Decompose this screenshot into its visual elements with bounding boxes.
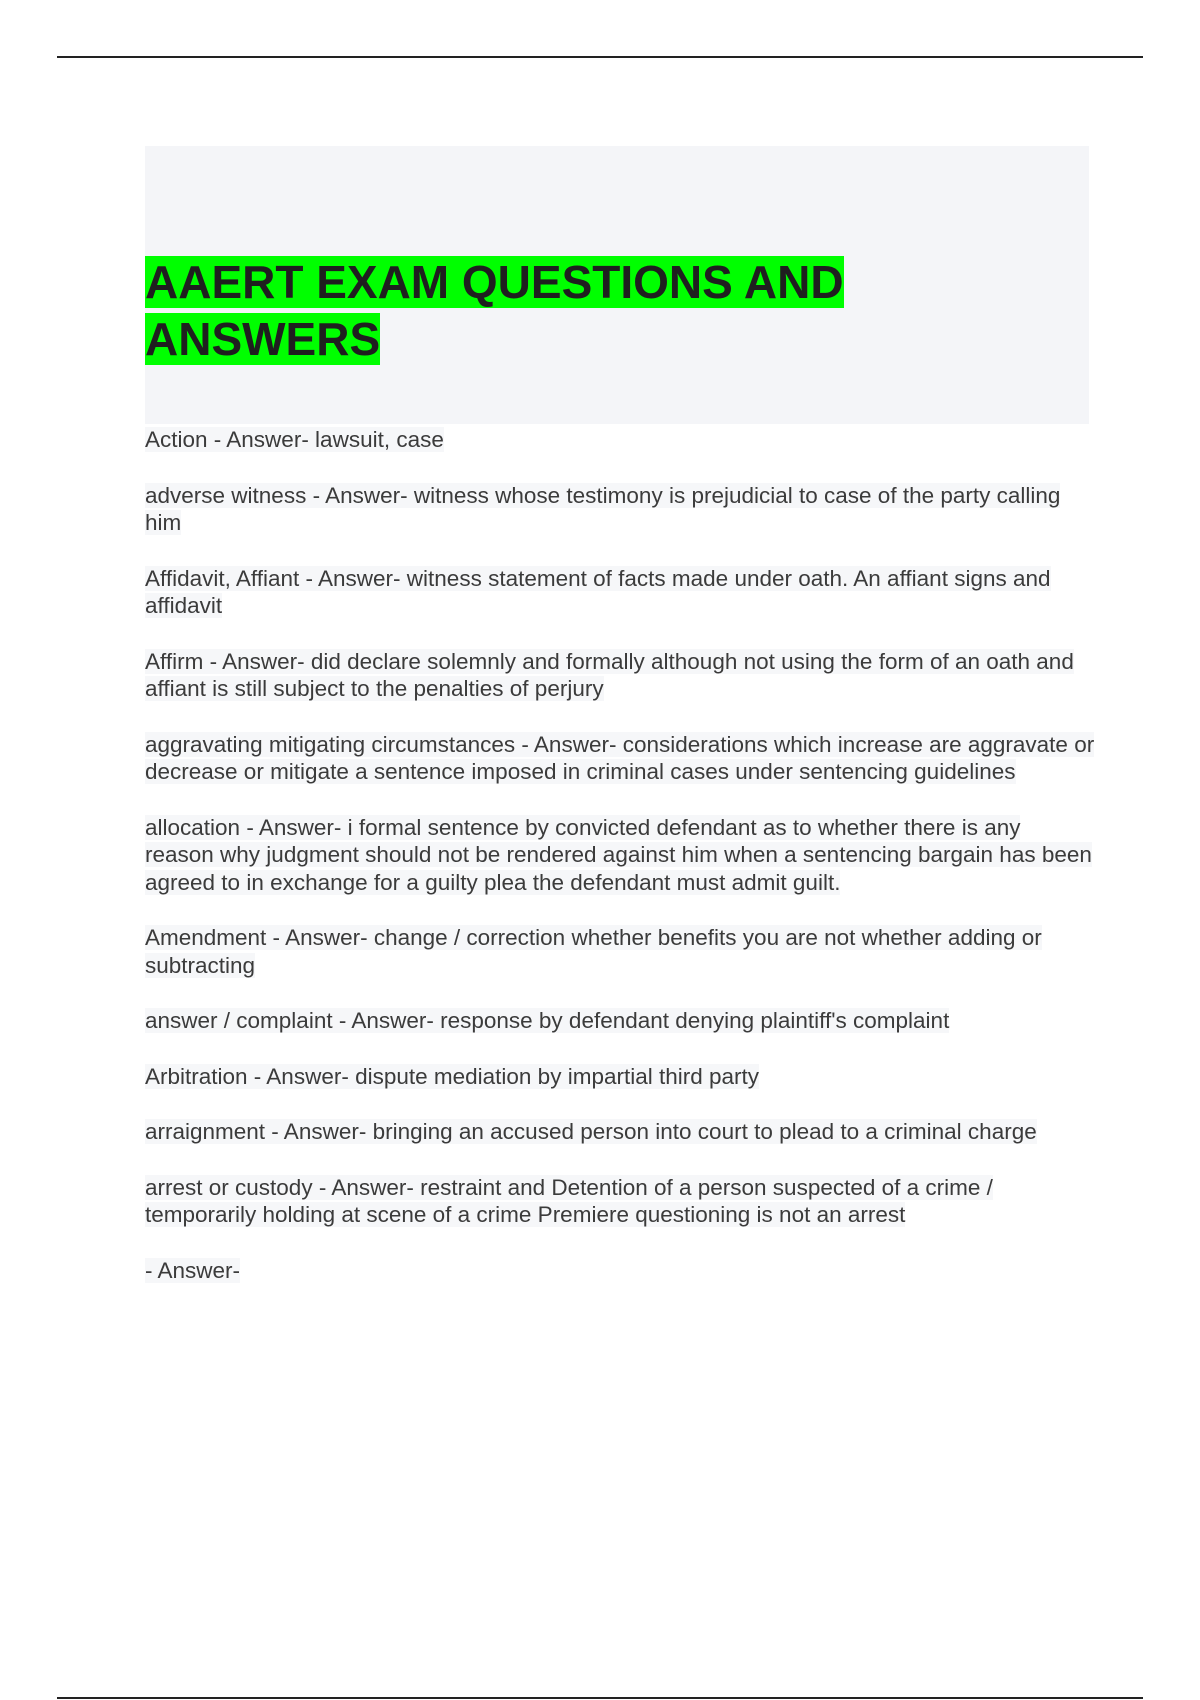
- document-title: [145, 254, 905, 368]
- glossary-entry: allocation - Answer- i formal sentence by convicted defendant as to whether there is any reason why judgment should not be rendered against him when a sentencing bargain has been agreed to in exchange for a guilty plea the defendant must admit guilt.: [145, 814, 1092, 895]
- glossary-entry: arrest or custody - Answer- restraint and Detention of a person suspected of a crime / temporarily holding at scene of a crime Premiere questioning is not an arrest: [145, 1174, 993, 1227]
- glossary-entry: Amendment - Answer- change / correction whether benefits you are not whether adding or subtracting: [145, 925, 1042, 978]
- footer-rule: [57, 1697, 1143, 1699]
- glossary-entry: answer / complaint - Answer- response by defendant denying plaintiff's complaint: [145, 1008, 950, 1033]
- glossary-entry: arraignment - Answer- bringing an accused person into court to plead to a criminal charge: [145, 1119, 1037, 1144]
- glossary-entry: aggravating mitigating circumstances - Answer- considerations which increase are aggravate or decrease or mitigate a sentence imposed in criminal cases under sentencing guidelines: [145, 731, 1095, 784]
- glossary-entry: Affirm - Answer- did declare solemnly and formally although not using the form of an oath and affiant is still subject to the penalties of perjury: [145, 648, 1074, 701]
- document-title-text: AAERT EXAM QUESTIONS AND ANSWERS: [145, 256, 844, 365]
- glossary-entry: adverse witness - Answer- witness whose testimony is prejudicial to case of the party calling him: [145, 482, 1061, 535]
- header-rule: [57, 56, 1143, 58]
- glossary-entry: Arbitration - Answer- dispute mediation by impartial third party: [145, 1063, 760, 1089]
- glossary-entry: Action - Answer- lawsuit, case: [145, 427, 444, 452]
- glossary-entry: - Answer-: [145, 1257, 241, 1283]
- glossary-list: [145, 426, 1095, 1312]
- glossary-entry: Affidavit, Affiant - Answer- witness statement of facts made under oath. An affiant signs and affidavit: [145, 565, 1051, 618]
